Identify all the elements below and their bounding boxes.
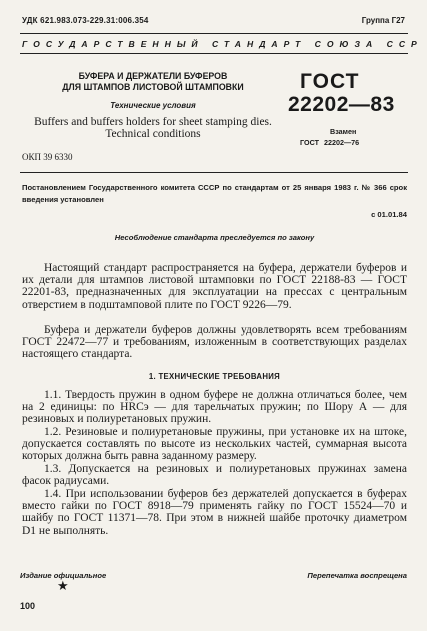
intro-paragraph-2: Буфера и держатели буферов должны удовлетворять всем требованиям ГОСТ 22472—77 и требованиям, изложенным в соответствующих разделах настоящего стандарта.: [22, 324, 407, 361]
okp-code: ОКП 39 6330: [22, 152, 73, 162]
violation-notice: Несоблюдение стандарта преследуется по закону: [114, 233, 315, 242]
replaces-label: Взамен: [330, 127, 357, 136]
top-rule: [20, 33, 408, 34]
effective-date: с 01.01.84: [371, 210, 407, 219]
star-icon: ★: [57, 578, 69, 593]
title-rule: [20, 53, 408, 54]
clause-1-3: 1.3. Допускается на резиновых и полиуретановых пружинах замена фасок радиусами.: [22, 463, 407, 488]
title-ru-line2: ДЛЯ ШТАМПОВ ЛИСТОВОЙ ШТАМПОВКИ: [62, 82, 244, 92]
reprint-prohibited: Перепечатка воспрещена: [307, 571, 407, 580]
replaces-value: ГОСТ 22202—76: [300, 138, 360, 147]
document-title-en: [28, 116, 278, 140]
title-en-line2: Technical conditions: [105, 128, 201, 140]
clause-1-4: 1.4. При использовании буферов без держателей допускается в буферах вместо гайки по ГОСТ 8918—79 применять гайку по ГОСТ 15524—70 и шайбу по ГОСТ 11371—78. При этом в нижней шайбе проточку диаметром D1 не выполнять.: [22, 488, 407, 537]
title-en-line1: Buffers and buffers holders for sheet stamping dies.: [34, 116, 272, 128]
intro-paragraph-1: Настоящий стандарт распространяется на буфера, держатели буферов и их детали для штампов листовой штамповки по ГОСТ 22188-83 — ГОСТ 22201-83, предназначенных для эксплуатации на прессах с центральным отверстием в подштамповой плите по ГОСТ 9226—79.: [22, 262, 407, 311]
gost-label: ГОСТ: [300, 70, 360, 93]
section-heading: 1. ТЕХНИЧЕСКИЕ ТРЕБОВАНИЯ: [148, 372, 281, 381]
gost-number: 22202—83: [288, 93, 395, 116]
group-code: Группа Г27: [361, 16, 405, 25]
state-standard-title: ГОСУДАРСТВЕННЫЙ СТАНДАРТ СОЮЗА ССР: [22, 39, 423, 49]
clause-1-1: 1.1. Твердость пружин в одном буфере не должна отличаться более, чем на 2 единицы: по HRCэ — для тарельчатых пружин; по Шору А — для резиновых и полиуретановых пружин.: [22, 389, 407, 426]
udc-code: УДК 621.983.073-229.31:006.354: [22, 16, 149, 25]
page-number: 100: [20, 601, 36, 611]
document-subtitle: Технические условия: [110, 101, 196, 110]
decree-rule: [20, 172, 408, 173]
title-ru-line1: БУФЕРА И ДЕРЖАТЕЛИ БУФЕРОВ: [78, 71, 228, 81]
decree-text: Постановлением Государственного комитета СССР по стандартам от 25 января 1983 г. № 366 срок введения установлен: [22, 183, 407, 204]
clause-1-2: 1.2. Резиновые и полиуретановые пружины, при установке их на штоке, допускается составлять по высоте из нескольких частей, суммарная высота которых должна быть равна заданному размеру.: [22, 426, 407, 463]
official-edition: Издание официальное: [20, 571, 107, 580]
document-title-ru: [28, 71, 278, 93]
